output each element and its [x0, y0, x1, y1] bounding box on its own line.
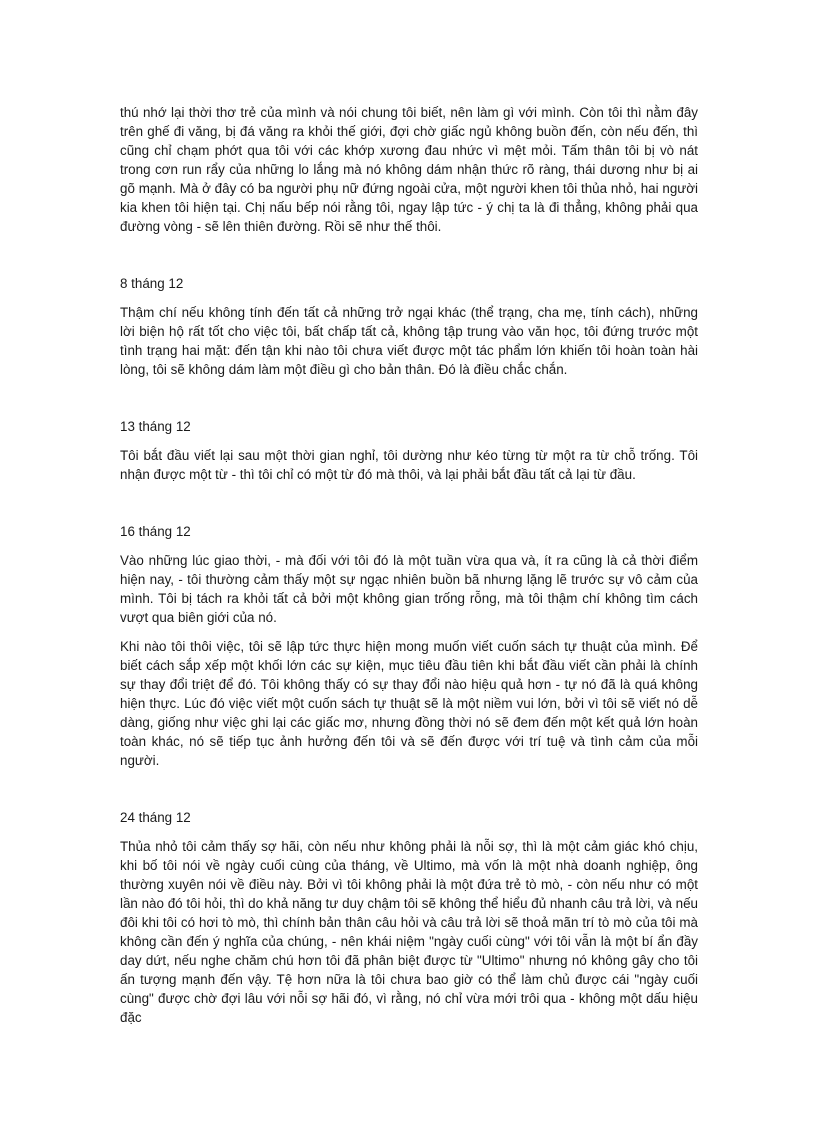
entry-date: 8 tháng 12 [120, 276, 184, 291]
paragraph: Tôi bắt đầu viết lại sau một thời gian nghỉ, tôi dường như kéo từng từ một ra từ chỗ trống. Tôi nhận được một từ - thì tôi chỉ có một từ đó mà thôi, và lại phải bắt đầu tất cả lại từ đầu. [120, 448, 698, 482]
entry-date: 13 tháng 12 [120, 419, 191, 434]
paragraph: Vào những lúc giao thời, - mà đối với tôi đó là một tuần vừa qua và, ít ra cũng là cả thời điểm hiện nay, - tôi thường cảm thấy một sự ngạc nhiên buồn bã nhưng lặng lẽ trước sự vô cảm của mình. Tôi bị tách ra khỏi tất cả bởi một không gian trống rỗng, mà tôi thậm chí không tìm cách vượt qua biên giới của nó. [120, 553, 698, 625]
paragraph: thú nhớ lại thời thơ trẻ của mình và nói chung tôi biết, nên làm gì với mình. Còn tôi thì nằm đây trên ghế đi văng, bị đá văng ra khỏi thế giới, đợi chờ giấc ngủ không buồn đến, còn nếu đến, thì cũng chỉ chạm phớt qua tôi với các khớp xương đau nhức vì mệt mỏi. Tấm thân tôi bị vò nát trong cơn run rẩy của những lo lắng mà nó không dám nhận thức rõ ràng, thái dương như bị ai gõ mạnh. Mà ở đây có ba người phụ nữ đứng ngoài cửa, một người khen tôi thủa nhỏ, hai người kia khen tôi hiện tại. Chị nấu bếp nói rằng tôi, ngay lập tức - ý chị ta là đi thẳng, không phải qua đường vòng - sẽ lên thiên đường. Rồi sẽ như thế thôi. [120, 105, 698, 234]
section-gap [120, 494, 698, 522]
entry-date: 16 tháng 12 [120, 524, 191, 539]
paragraph: Thủa nhỏ tôi cảm thấy sợ hãi, còn nếu như không phải là nỗi sợ, thì là một cảm giác khó chịu, khi bố tôi nói về ngày cuối cùng của tháng, về Ultimo, mà vốn là một nhà doanh nghiệp, ông thường xuyên nói về điều này. Bởi vì tôi không phải là một đứa trẻ tò mò, - còn nếu như có một lần nào đó tôi hỏi, thì do khả năng tư duy chậm tôi sẽ không thể hiểu đủ nhanh câu trả lời, và nếu đôi khi tôi có hơi tò mò, thì chính bản thân câu hỏi và câu trả lời sẽ thoả mãn trí tò mò của tôi mà không cần đến ý nghĩa của chúng, - nên khái niệm "ngày cuối cùng" với tôi vẫn là một bí ẩn đầy day dứt, nếu nghe chăm chú hơn tôi đã phân biệt được từ "Ultimo" nhưng nó không gây cho tôi ấn tượng mạnh đến vậy. Tệ hơn nữa là tôi chưa bao giờ có thể làm chủ được cái "ngày cuối cùng" được chờ đợi lâu với nỗi sợ hãi đó, vì rằng, nó chỉ vừa mới trôi qua - không một dấu hiệu đặc [120, 839, 698, 1025]
paragraph: Thậm chí nếu không tính đến tất cả những trở ngại khác (thể trạng, cha mẹ, tính cách), những lời biện hộ rất tốt cho việc tôi, bất chấp tất cả, không tập trung vào văn học, tôi đứng trước một tình trạng hai mặt: đến tận khi nào tôi chưa viết được một tác phẩm lớn khiến tôi hoàn toàn hài lòng, tôi sẽ không dám làm một điều gì cho bản thân. Đó là điều chắc chắn. [120, 305, 698, 377]
document-page [120, 103, 698, 1037]
paragraph: Khi nào tôi thôi việc, tôi sẽ lập tức thực hiện mong muốn viết cuốn sách tự thuật của mình. Để biết cách sắp xếp một khối lớn các sự kiện, mục tiêu đầu tiên khi bắt đầu viết cần phải là chính sự thay đổi triệt để đó. Tôi không thấy có sự thay đổi nào hiệu quả hơn - tự nó đã là quá không hiện thực. Lúc đó việc viết một cuốn sách tự thuật sẽ là một niềm vui lớn, bởi vì tôi sẽ viết nó dễ dàng, giống như việc ghi lại các giấc mơ, nhưng đồng thời nó sẽ đem đến một kết quả lớn hoàn toàn khác, nó sẽ tiếp tục ảnh hưởng đến tôi và sẽ đến được với trí tuệ và tình cảm của mỗi người. [120, 639, 698, 768]
section-gap [120, 246, 698, 274]
entry-date: 24 tháng 12 [120, 810, 191, 825]
section-gap [120, 389, 698, 417]
section-gap [120, 780, 698, 808]
